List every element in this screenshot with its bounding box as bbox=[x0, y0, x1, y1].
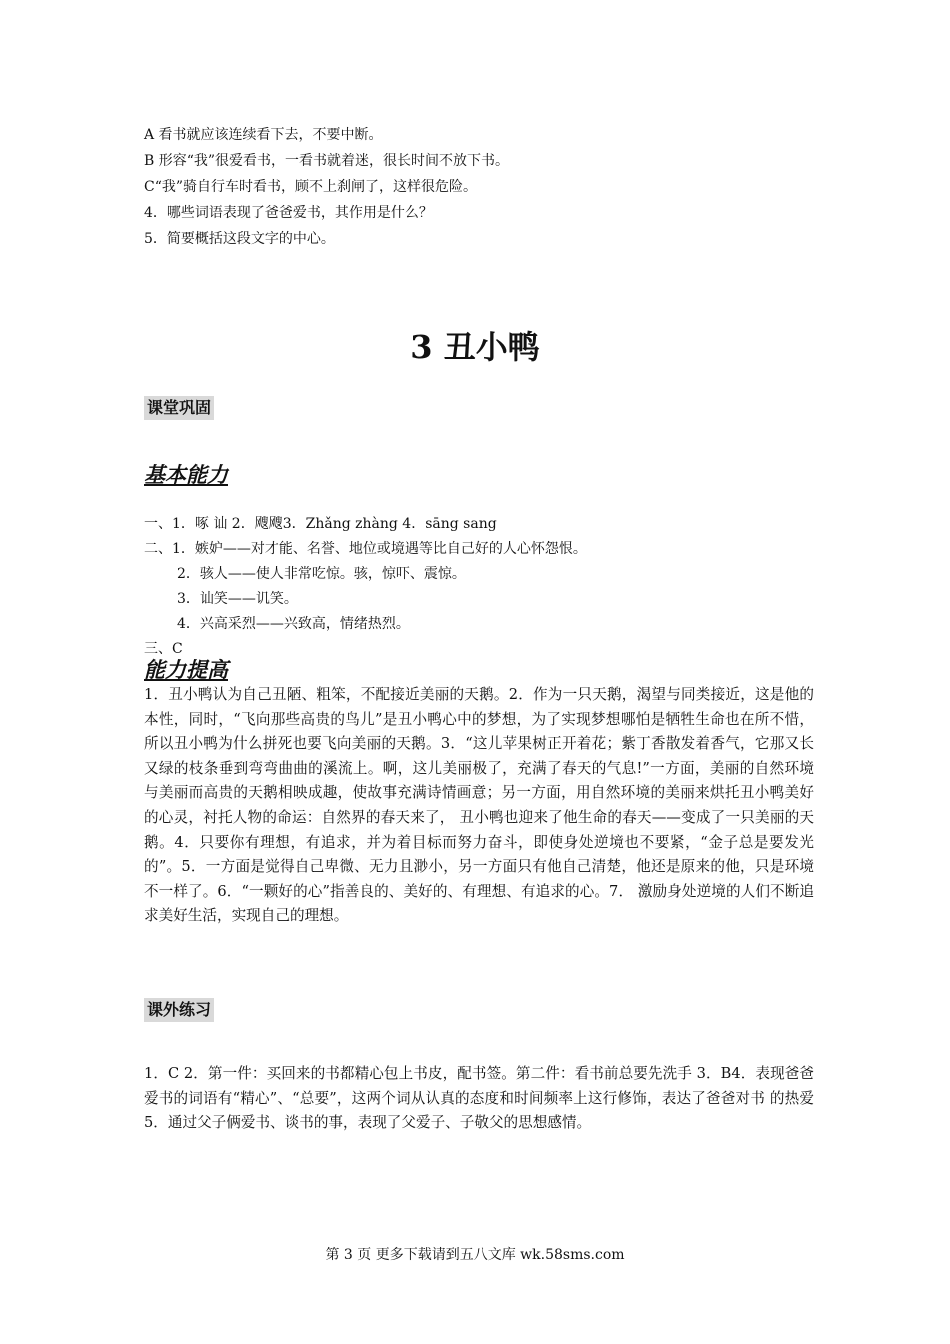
answer-line: 2．骇人——使人非常吃惊。骇，惊吓、震惊。 bbox=[177, 566, 466, 582]
answer-line: 三、C bbox=[144, 641, 183, 657]
question-4-line: 4．哪些词语表现了爸爸爱书，其作用是什么？ bbox=[144, 205, 433, 221]
answer-line: 一、1．啄 讪 2．飕飕3．Zhǎng zhàng 4．sāng sang bbox=[144, 516, 497, 532]
page-footer: 第 3 页 更多下载请到五八文库 wk.58sms.com bbox=[325, 1247, 625, 1263]
section-heading-classroom: 课堂巩固 bbox=[144, 396, 214, 420]
ability-improvement-answers: 1．丑小鸭认为自己丑陋、粗笨，不配接近美丽的天鹅。2．作为一只天鹅，渴望与同类接近，这是他的本性，同时，“飞向那些高贵的鸟儿”是丑小鸭心中的梦想，为了实现梦想哪怕是牺牲生命也在所不惜，所以丑小鸭为什么拼死也要飞向美丽的天鹅。3．“这儿苹果树正开着花；紫丁香散发着香气，它那又长又绿的枝条垂到弯弯曲曲的溪流上。啊，这儿美丽极了，充满了春天的气息!”一方面，美丽的自然环境与美丽而高贵的天鹅相映成趣，使故事充满诗情画意；另一方面，用自然环境的美丽来烘托丑小鸭美好的心灵，衬托人物的命运：自然界的春天来了， 丑小鸭也迎来了他生命的春天——变成了一只美丽的天鹅。4．只要你有理想，有追求，并为着目标而努力奋斗，即使身处逆境也不要紧，“金子总是要发光的”。5．一方面是觉得自己卑微、无力且渺小，另一方面只有他自己清楚，他还是原来的他，只是环境不一样了。6．“一颗好的心”指善良的、美好的、有理想、有追求的心。7． 激励身处逆境的人们不断追求美好生活，实现自己的理想。 bbox=[144, 686, 814, 925]
subheading-basic-ability: 基本能力 bbox=[144, 463, 228, 487]
option-c-line: C“我”骑自行车时看书，顾不上刹闸了，这样很危险。 bbox=[144, 179, 478, 195]
lesson-title: 3 丑小鸭 bbox=[410, 328, 540, 366]
question-5-line: 5．简要概括这段文字的中心。 bbox=[144, 231, 335, 247]
subheading-ability-improvement: 能力提高 bbox=[144, 658, 228, 682]
extracurricular-answers: 1．C 2．第一件：买回来的书都精心包上书皮，配书签。第二件：看书前总要先洗手 3．B4．表现爸爸爱书的词语有“精心”、“总要”，这两个词从认真的态度和时间频率上这行修饰，表达了爸爸对书 的热爱5．通过父子俩爱书、谈书的事，表现了父爱子、子敬父的思想感情。 bbox=[144, 1065, 814, 1132]
section-heading-extracurricular: 课外练习 bbox=[144, 998, 214, 1022]
option-a-line: A 看书就应该连续看下去，不要中断。 bbox=[144, 127, 383, 143]
option-b-line: B 形容“我”很爱看书，一看书就着迷，很长时间不放下书。 bbox=[144, 153, 510, 169]
basic-ability-answers bbox=[144, 512, 824, 662]
answer-line: 3．讪笑——讥笑。 bbox=[177, 591, 298, 607]
answer-line: 二、1．嫉妒——对才能、名誉、地位或境遇等比自己好的人心怀怨恨。 bbox=[144, 541, 587, 557]
answer-line: 4．兴高采烈——兴致高，情绪热烈。 bbox=[177, 616, 410, 632]
previous-exercise-lines bbox=[144, 122, 824, 252]
